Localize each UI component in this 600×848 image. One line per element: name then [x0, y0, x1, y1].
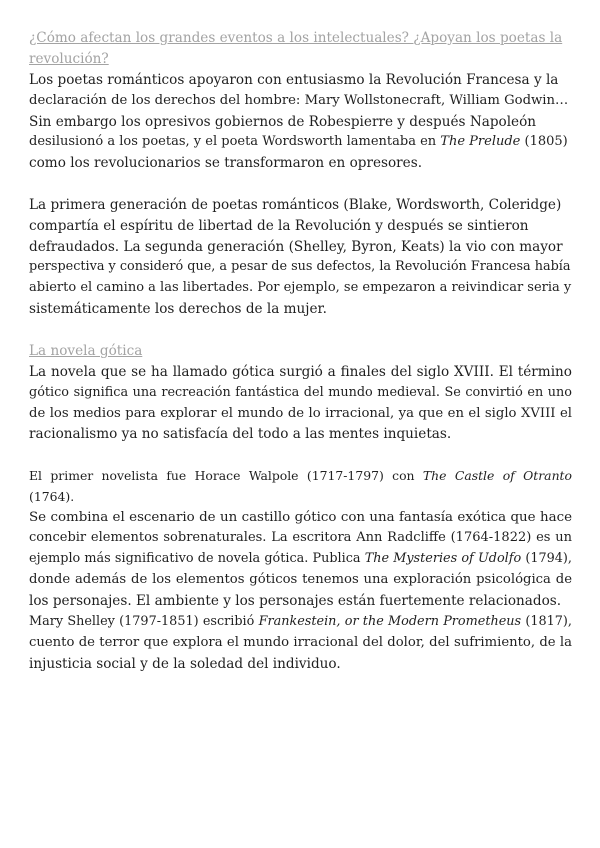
text-line: donde además de los elementos góticos tenemos una exploración psicológica de: [29, 571, 572, 587]
text-line: La novela que se ha llamado gótica surgió a finales del siglo XVIII. El término: [29, 364, 572, 380]
text-line: cuento de terror que explora el mundo irracional del dolor, del sufrimiento, de la: [29, 634, 572, 650]
text-line: Los poetas románticos apoyaron con entusiasmo la Revolución Francesa y la: [29, 72, 559, 88]
heading-line: ¿Cómo afectan los grandes eventos a los intelectuales? ¿Apoyan los poetas la: [29, 30, 563, 46]
text-line: La primera generación de poetas románticos (Blake, Wordsworth, Coleridge): [29, 197, 562, 213]
heading-line: revolución?: [29, 51, 109, 67]
text-line: defraudados. La segunda generación (Shelley, Byron, Keats) la vio con mayor: [29, 238, 563, 255]
text-line: gótico significa una recreación fantástica del mundo medieval. Se convirtió en uno: [29, 384, 572, 400]
text-line: de los medios para explorar el mundo de lo irracional, ya que en el siglo XVIII el: [29, 405, 572, 421]
text-line: declaración de los derechos del hombre: Mary Wollstonecraft, William Godwin…: [29, 92, 569, 108]
text-line: sistemáticamente los derechos de la mujer.: [29, 300, 327, 317]
paragraph-gothic-origin: [29, 362, 572, 445]
text-line: ejemplo más significativo de novela gótica. Publica The Mysteries of Udolfo (1794),: [29, 551, 572, 567]
book-title: The Prelude: [440, 134, 521, 150]
text-line: compartía el espíritu de libertad de la Revolución y después se sintieron: [29, 217, 529, 234]
text-line: perspectiva y consideró que, a pesar de sus defectos, la Revolución Francesa había: [29, 259, 571, 275]
paragraph-generations: [29, 195, 572, 320]
text-line: abierto el camino a las libertades. Por ejemplo, se empezaron a reivindicar seria y: [29, 280, 572, 296]
text-line: racionalismo ya no satisfacía del todo a las mentes inquietas.: [29, 426, 452, 443]
text-line: El primer novelista fue Horace Walpole (1717-1797) con The Castle of Otranto (1764).: [29, 468, 572, 504]
text-line: como los revolucionarios se transformaron en opresores.: [29, 155, 423, 172]
book-title: Frankestein, or the Modern Prometheus: [258, 614, 522, 629]
paragraph-mary-shelley: [29, 612, 572, 674]
paragraph-walpole-radcliffe: [29, 466, 572, 612]
text-line: Se combina el escenario de un castillo gótico con una fantasía exótica que hace: [29, 509, 572, 525]
text-line: injusticia social y de la soledad del individuo.: [29, 655, 341, 672]
text-line: concebir elementos sobrenaturales. La escritora Ann Radcliffe (1764-1822) es un: [29, 530, 572, 546]
text-line: desilusionó a los poetas, y el poeta Wordsworth lamentaba en The Prelude (1805): [29, 134, 568, 150]
text-line: Sin embargo los opresivos gobiernos de Robespierre y después Napoleón: [29, 113, 537, 130]
heading-line: La novela gótica: [29, 343, 143, 359]
book-title: The Mysteries of Udolfo: [364, 551, 522, 567]
section-heading-revolution: [29, 28, 572, 70]
section-heading-gothic-novel: [29, 341, 572, 362]
book-title: The Castle of Otranto: [422, 468, 572, 483]
paragraph-romantic-poets: [29, 70, 572, 174]
text-line: Mary Shelley (1797-1851) escribió Frankestein, or the Modern Prometheus (1817),: [29, 614, 572, 629]
text-line: los personajes. El ambiente y los personajes están fuertemente relacionados.: [29, 592, 562, 609]
